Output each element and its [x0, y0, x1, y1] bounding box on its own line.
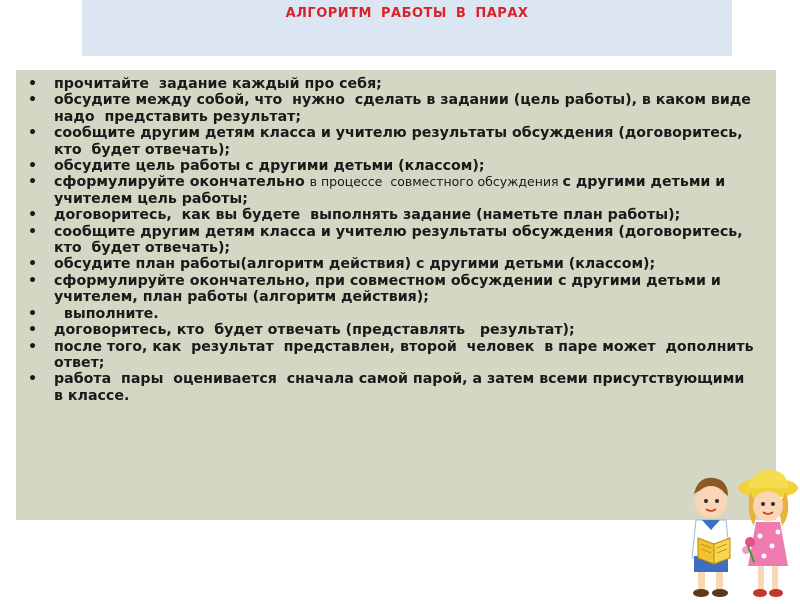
bullet-icon: • [28, 371, 38, 388]
bullet-icon: • [28, 338, 38, 355]
list-item [26, 338, 759, 372]
list-item [26, 76, 756, 92]
list-item [26, 125, 756, 158]
list-item-text: договоритесь, как вы будете выполнять задание (наметьте план работы); [54, 207, 681, 224]
list-item-text-part: в процессе совместного обсуждения [309, 174, 563, 190]
list-item-text: сформулируйте окончательно, при совместном обсуждении с другими детьми и учителем, план работы (алгоритм действия); [54, 272, 726, 306]
list-item [26, 306, 756, 322]
list-item-text: выполните. [54, 305, 159, 322]
bullet-icon: • [28, 272, 38, 289]
list-item-text: договоритесь, кто будет отвечать (представлять результат); [54, 322, 575, 339]
list-item [26, 256, 756, 272]
bullet-icon: • [28, 322, 38, 339]
bullet-icon: • [28, 223, 38, 240]
list-item-text: обсудите цель работы с другими детьми (классом); [54, 158, 485, 175]
bullet-icon: • [28, 256, 38, 273]
list-item-text: работа пары оценивается сначала самой парой, а затем всеми присутствующими в классе. [54, 371, 750, 404]
list-item-text-part: сформулируйте окончательно [54, 174, 310, 191]
list-item [26, 371, 756, 404]
instruction-list [26, 76, 761, 404]
children-reading-book-icon [676, 466, 800, 600]
list-item [26, 174, 756, 207]
list-item [26, 92, 761, 125]
list-item [26, 224, 756, 257]
list-item-text: сообщите другим детям класса и учителю результаты обсуждения (договоритесь, кто будет отвечать); [54, 223, 748, 257]
bullet-icon: • [28, 305, 38, 322]
bullet-icon: • [28, 174, 38, 191]
list-item [26, 207, 756, 223]
bullet-icon: • [28, 207, 38, 224]
bullet-icon: • [28, 92, 38, 109]
list-item [26, 273, 756, 306]
page-title: АЛГОРИТМ РАБОТЫ В ПАРАХ [285, 6, 529, 21]
list-item-text: обсудите план работы(алгоритм действия) с другими детьми (классом); [54, 256, 656, 273]
list-item [26, 322, 756, 338]
title-banner [82, 0, 732, 56]
list-item-text: прочитайте задание каждый про себя; [54, 76, 382, 92]
list-item-text: сообщите другим детям класса и учителю результаты обсуждения (договоритесь, кто будет отвечать); [54, 125, 748, 158]
bullet-icon: • [28, 125, 38, 142]
list-item-text-part: с другими детьми и учителем цель работы; [54, 174, 731, 207]
content-panel [16, 70, 776, 520]
list-item-text: обсудите между собой, что нужно сделать в задании (цель работы), в каком виде надо представить результат; [54, 92, 761, 125]
bullet-icon: • [28, 158, 38, 175]
bullet-icon: • [28, 76, 38, 92]
list-item-text: после того, как результат представлен, второй человек в паре может дополнить ответ; [54, 338, 759, 371]
list-item [26, 158, 756, 174]
